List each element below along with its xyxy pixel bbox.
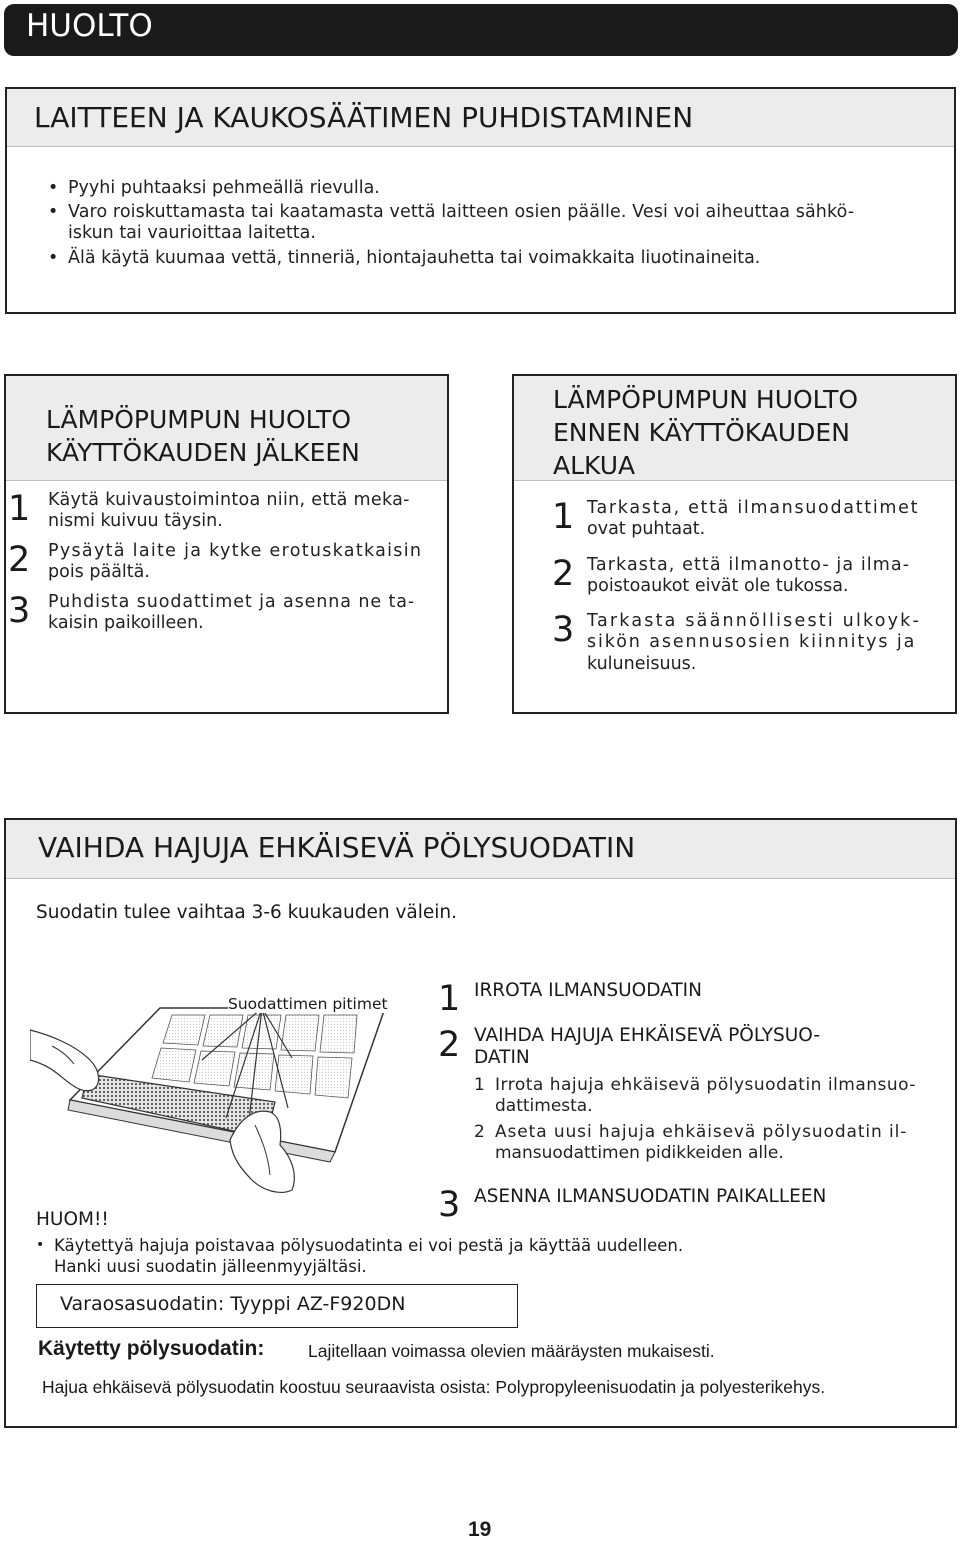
filter-title: VAIHDA HAJUJA EHKÄISEVÄ PÖLYSUODATIN xyxy=(38,831,636,864)
step-text: Tarkasta säännöllisesti ulkoyk- xyxy=(587,611,922,631)
note-text: Käytettyä hajuja poistavaa pölysuodatinta ei voi pestä ja käyttää uudelleen. xyxy=(54,1236,684,1255)
bullet-item: Pyyhi puhtaaksi pehmeällä rievulla. xyxy=(68,178,380,198)
substep-text: Aseta uusi hajuja ehkäisevä pölysuodatin il- xyxy=(495,1122,908,1142)
step-number: 3 xyxy=(438,1185,461,1225)
before-season-title-line2: ENNEN KÄYTTÖKAUDEN xyxy=(553,418,850,447)
used-filter-label: Käytetty pölysuodatin: xyxy=(38,1337,265,1360)
bullet-item-continued: iskun tai vaurioittaa laitetta. xyxy=(68,223,316,243)
step-text: Käytä kuivaustoimintoa niin, että meka- xyxy=(48,490,410,510)
step-text: Tarkasta, että ilmansuodattimet xyxy=(587,498,920,518)
step-text: sikön asennusosien kiinnitys ja xyxy=(587,632,917,652)
note-title: HUOM!! xyxy=(36,1209,109,1230)
filter-illustration xyxy=(30,990,430,1205)
note-text: Hanki uusi suodatin jälleenmyyjältäsi. xyxy=(54,1257,367,1276)
before-season-title-line3: ALKUA xyxy=(553,451,636,480)
step-number: 2 xyxy=(438,1025,461,1065)
substep-number: 1 xyxy=(474,1075,485,1095)
figure-label: Suodattimen pitimet xyxy=(228,995,388,1013)
step-number: 1 xyxy=(552,497,575,537)
step-text: poistoaukot eivät ole tukossa. xyxy=(587,576,849,596)
step-heading: IRROTA ILMANSUODATIN xyxy=(474,980,702,1001)
step-number: 2 xyxy=(552,554,575,594)
step-text: kaisin paikoilleen. xyxy=(48,613,204,633)
step-text: kuluneisuus. xyxy=(587,654,697,674)
step-text: Pysäytä laite ja kytke erotuskatkaisin xyxy=(48,541,423,561)
step-text: ovat puhtaat. xyxy=(587,519,706,539)
step-number: 1 xyxy=(438,979,461,1019)
step-text: nismi kuivuu täysin. xyxy=(48,511,223,531)
step-heading: VAIHDA HAJUJA EHKÄISEVÄ PÖLYSUO- xyxy=(474,1025,821,1046)
spare-part-text: Varaosasuodatin: Tyyppi AZ-F920DN xyxy=(60,1293,406,1315)
cleaning-bullets xyxy=(48,178,928,278)
step-text: Tarkasta, että ilmanotto- ja ilma- xyxy=(587,555,911,575)
bullet-icon: • xyxy=(48,178,59,198)
bullet-item: Älä käytä kuumaa vettä, tinneriä, hiontajauhetta tai voimakkaita liuotinaineita. xyxy=(68,248,761,268)
step-text: Puhdista suodattimet ja asenna ne ta- xyxy=(48,592,416,612)
bullet-item: Varo roiskuttamasta tai kaatamasta vettä laitteen osien päälle. Vesi voi aiheuttaa sähkö- xyxy=(68,202,855,222)
step-text: pois päältä. xyxy=(48,562,150,582)
page-number: 19 xyxy=(468,1518,492,1541)
step-number: 1 xyxy=(8,489,31,529)
step-heading: ASENNA ILMANSUODATIN PAIKALLEEN xyxy=(474,1186,827,1207)
before-season-title-line1: LÄMPÖPUMPUN HUOLTO xyxy=(553,385,859,414)
step-number: 3 xyxy=(8,591,31,631)
page-title: HUOLTO xyxy=(26,8,153,44)
bullet-icon: • xyxy=(48,248,59,268)
substep-number: 2 xyxy=(474,1122,485,1142)
bullet-icon: • xyxy=(36,1237,45,1253)
substep-text: dattimesta. xyxy=(495,1096,593,1116)
cleaning-title: LAITTEEN JA KAUKOSÄÄTIMEN PUHDISTAMINEN xyxy=(34,101,694,134)
step-number: 2 xyxy=(8,540,31,580)
substep-text: mansuodattimen pidikkeiden alle. xyxy=(495,1143,784,1163)
after-season-title-line2: KÄYTTÖKAUDEN JÄLKEEN xyxy=(46,438,360,467)
step-number: 3 xyxy=(552,610,575,650)
filter-interval: Suodatin tulee vaihtaa 3-6 kuukauden välein. xyxy=(36,902,458,923)
composition-text: Hajua ehkäisevä pölysuodatin koostuu seuraavista osista: Polypropyleenisuodatin ja polyesterikehys. xyxy=(42,1377,826,1397)
step-heading: DATIN xyxy=(474,1047,530,1068)
substep-text: Irrota hajuja ehkäisevä pölysuodatin ilmansuo- xyxy=(495,1075,917,1095)
after-season-title-line1: LÄMPÖPUMPUN HUOLTO xyxy=(46,405,352,434)
bullet-icon: • xyxy=(48,202,59,222)
used-filter-text: Lajitellaan voimassa olevien määräysten mukaisesti. xyxy=(308,1341,715,1361)
